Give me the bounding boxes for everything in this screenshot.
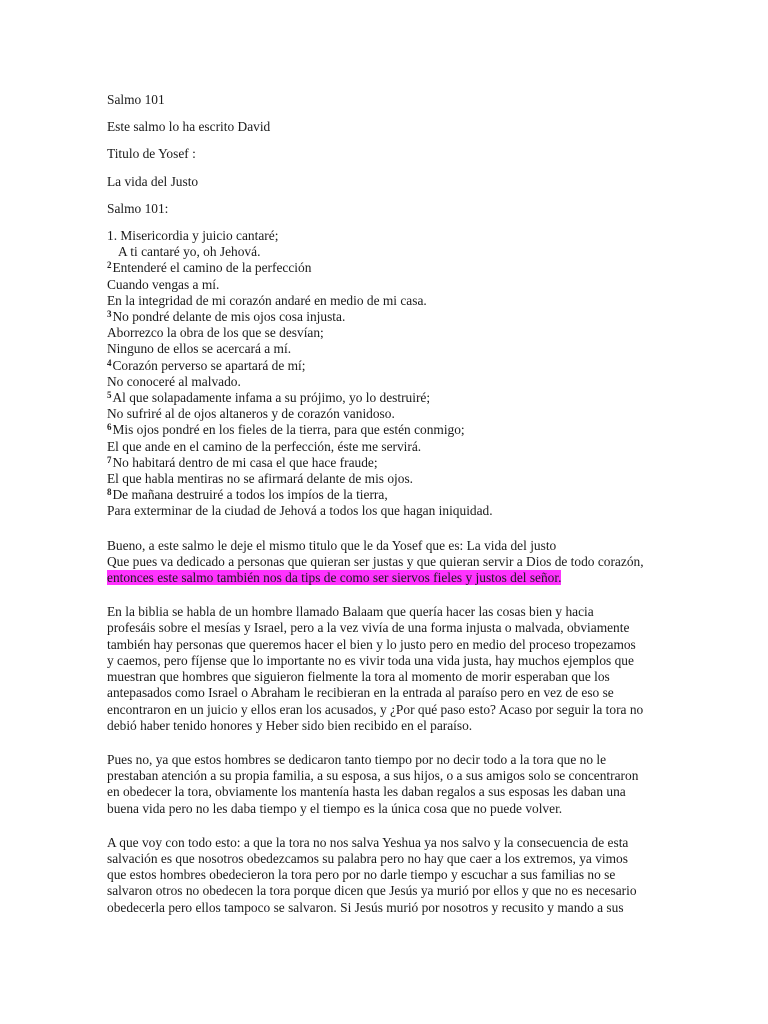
psalm-text [107, 228, 667, 520]
paragraph-line: que estos hombres obedecieron la tora pero por no darle tiempo y escuchar a sus familias no se [107, 867, 616, 883]
paragraph-line: salvación es que nosotros obedezcamos su palabra pero no hay que caer a los extremos, ya vimos [107, 850, 628, 866]
paragraph-line: Bueno, a este salmo le deje el mismo titulo que le da Yosef que es: La vida del justo [107, 537, 557, 553]
verse-4-line-2: No conoceré al malvado. [107, 373, 241, 389]
paragraph-line: Que pues va dedicado a personas que quieran ser justas y que quieran servir a Dios de todo corazón, [107, 553, 644, 569]
paragraph-line: obedecerla pero ellos tampoco se salvaron. Si Jesús murió por nosotros y recusito y mando a sus [107, 899, 624, 915]
verse-2-line-2: Cuando vengas a mí. [107, 276, 220, 292]
verse-number: 8 [107, 487, 112, 498]
verse-5-line-1 [107, 390, 667, 406]
paragraph-line: y caemos, pero fíjense que lo importante no es vivir toda una vida justa, hay muchos ejemplos que [107, 652, 634, 668]
paragraph-pues-no [107, 752, 667, 817]
verse-8-line-1 [107, 487, 667, 503]
verse-7-line-2: El que habla mentiras no se afirmará delante de mis ojos. [107, 471, 414, 487]
paragraph-line: profesáis sobre el mesías y Israel, pero a la vez vivía de una forma injusta o malvada, obviamente [107, 620, 630, 636]
paragraph-intro [107, 538, 667, 587]
paragraph-line: en obedecer la tora, obviamente los mantenía hasta les daban regalos a sus esposas les daban una [107, 784, 626, 800]
verse-text: Entenderé el camino de la perfección [112, 260, 312, 276]
verse-1-line-1: 1. Misericordia y juicio cantaré; [107, 228, 279, 244]
verse-4-line-1 [107, 358, 667, 374]
paragraph-line: Pues no, ya que estos hombres se dedicaron tanto tiempo por no decir todo a la tora que no le [107, 751, 607, 767]
verse-number: 4 [107, 357, 112, 368]
verse-5-line-2: No sufriré al de ojos altaneros y de corazón vanidoso. [107, 406, 395, 422]
verse-1-line-2: A ti cantaré yo, oh Jehová. [118, 244, 261, 260]
verse-8-line-2: Para exterminar de la ciudad de Jehová a todos los que hagan iniquidad. [107, 503, 493, 519]
document-title: Salmo 101 [107, 92, 165, 107]
verse-number: 6 [107, 422, 112, 433]
document-body [107, 92, 667, 916]
paragraph-line: también hay personas que queremos hacer el bien y lo justo pero en medio del proceso tropezamos [107, 636, 636, 652]
verse-text: Corazón perverso se apartará de mí; [112, 357, 306, 373]
verse-text: No pondré delante de mis ojos cosa injusta. [112, 309, 346, 325]
verse-3-line-2: Aborrezco la obra de los que se desvían; [107, 325, 324, 341]
paragraph-line: En la biblia se habla de un hombre llamado Balaam que quería hacer las cosas bien y hacia [107, 604, 594, 620]
psalm-label: Salmo 101: [107, 200, 169, 216]
highlighted-line [107, 570, 667, 586]
verse-3-line-1 [107, 309, 667, 325]
yosef-title-label: Titulo de Yosef : [107, 146, 196, 162]
paragraph-line: antepasados como Israel o Abraham le recibieran en la entrada al paraíso pero en vez de eso se [107, 685, 614, 701]
paragraph-conclusion [107, 835, 667, 916]
verse-6-line-1 [107, 422, 667, 438]
subtitle: La vida del Justo [107, 173, 199, 189]
paragraph-balaam [107, 604, 667, 734]
verse-number: 5 [107, 390, 112, 401]
verse-3-line-3: Ninguno de ellos se acercará a mí. [107, 341, 292, 357]
highlighted-text: entonces este salmo también nos da tips de como ser siervos fieles y justos del señor. [107, 570, 562, 586]
verse-7-line-1 [107, 455, 667, 471]
verse-text: No habitará dentro de mi casa el que hace fraude; [112, 454, 378, 470]
verse-text: Al que solapadamente infama a su prójimo, yo lo destruiré; [112, 390, 431, 406]
paragraph-line: encontraron en un juicio y ellos eran los acusados, y ¿Por qué paso esto? Acaso por seguir la tora no [107, 701, 644, 717]
verse-text: De mañana destruiré a todos los impíos de la tierra, [112, 487, 388, 503]
paragraph-line: muestran que hombres que siguieron fielmente la tora al momento de morir esperaban que los [107, 669, 610, 685]
paragraph-line: A que voy con todo esto: a que la tora no nos salva Yeshua ya nos salvo y la consecuencia de esta [107, 834, 629, 850]
author-line: Este salmo lo ha escrito David [107, 119, 271, 135]
paragraph-line: prestaban atención a su propia familia, a su esposa, a sus hijos, o a sus amigos solo se concentraron [107, 768, 639, 784]
paragraph-line: debió haber tenido honores y Heber sido bien recibido en el paraíso. [107, 717, 473, 733]
verse-number: 2 [107, 260, 112, 271]
verse-text: Mis ojos pondré en los fieles de la tierra, para que estén conmigo; [112, 422, 465, 438]
verse-6-line-2: El que ande en el camino de la perfección, éste me servirá. [107, 438, 422, 454]
verse-2-line-1 [107, 260, 667, 276]
verse-number: 7 [107, 454, 112, 465]
paragraph-line: salvaron otros no obedecen la tora porque dicen que Jesús ya murió por ellos y que no es necesario [107, 883, 637, 899]
verse-number: 3 [107, 309, 112, 320]
paragraph-line: buena vida pero no les daba tiempo y el tiempo es la única cosa que no puede volver. [107, 800, 563, 816]
verse-2-line-3: En la integridad de mi corazón andaré en medio de mi casa. [107, 292, 427, 308]
